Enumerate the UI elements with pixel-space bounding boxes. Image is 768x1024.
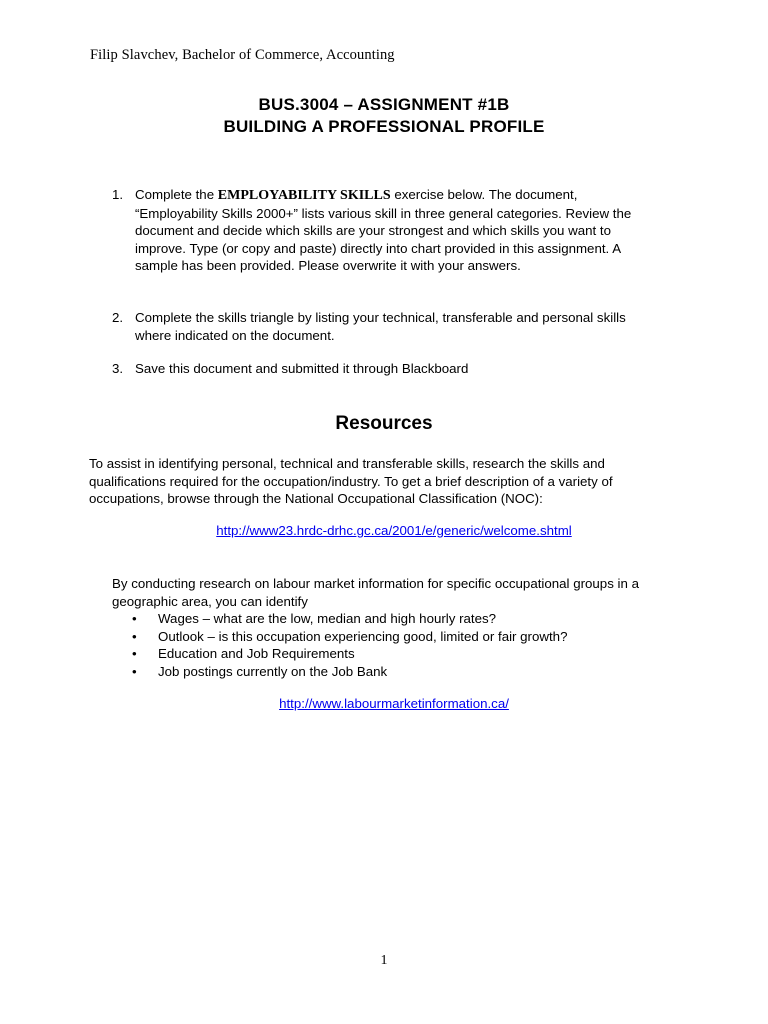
step-text: Save this document and submitted it through Blackboard bbox=[135, 361, 469, 376]
assignment-subtitle: BUILDING A PROFESSIONAL PROFILE bbox=[223, 117, 545, 136]
step-text-part: exercise below. The document, “Employability Skills 2000+” lists various skill in three general categories. Review the document and decide which skills are your strongest and which skills you want to improve. Type (or copy and paste) directly into chart provided in this assignment. A sample has been provided. Please overwrite it with your answers. bbox=[135, 187, 632, 273]
step-number: 2. bbox=[112, 310, 124, 325]
author-line: Filip Slavchev, Bachelor of Commerce, Accounting bbox=[90, 47, 395, 63]
step-emphasis: EMPLOYABILITY SKILLS bbox=[217, 188, 391, 203]
step-number: 3. bbox=[112, 361, 124, 376]
research-section bbox=[112, 575, 672, 680]
bullet-icon: • bbox=[132, 611, 137, 626]
step-text: Complete the skills triangle by listing your technical, transferable and personal skills where indicated on the document. bbox=[135, 310, 626, 343]
labour-market-link[interactable]: http://www.labourmarketinformation.ca/ bbox=[279, 696, 509, 711]
step-item bbox=[112, 360, 657, 378]
step-text-part: Complete the bbox=[135, 187, 218, 202]
bullet-text: Wages – what are the low, median and high hourly rates? bbox=[158, 611, 497, 626]
list-item bbox=[112, 628, 672, 646]
bullet-icon: • bbox=[132, 628, 137, 644]
bullet-text: Outlook – is this occupation experiencing good, limited or fair growth? bbox=[158, 628, 568, 644]
bullet-text: Education and Job Requirements bbox=[158, 646, 355, 661]
list-item bbox=[112, 610, 672, 628]
assignment-title: BUS.3004 – ASSIGNMENT #1B bbox=[258, 95, 510, 114]
bullet-text: Job postings currently on the Job Bank bbox=[158, 663, 388, 679]
step-text bbox=[135, 186, 657, 275]
bullet-icon: • bbox=[132, 663, 137, 679]
resources-heading: Resources bbox=[335, 413, 433, 434]
research-intro: By conducting research on labour market information for specific occupational groups in a geographic area, you can identify bbox=[112, 576, 639, 609]
resources-intro: To assist in identifying personal, technical and transferable skills, research the skills and qualifications required for the occupation/industry. To get a brief description of a variety of occupations, browse through the National Occupational Classification (NOC): bbox=[89, 456, 613, 506]
bullet-icon: • bbox=[132, 646, 137, 661]
noc-link[interactable]: http://www23.hrdc-drhc.gc.ca/2001/e/generic/welcome.shtml bbox=[216, 523, 572, 538]
step-item bbox=[112, 309, 657, 344]
list-item bbox=[112, 663, 672, 681]
step-item bbox=[112, 186, 657, 275]
page-number: 1 bbox=[380, 953, 388, 968]
list-item bbox=[112, 645, 672, 663]
research-bullet-list bbox=[112, 610, 672, 680]
step-number: 1. bbox=[112, 187, 124, 202]
